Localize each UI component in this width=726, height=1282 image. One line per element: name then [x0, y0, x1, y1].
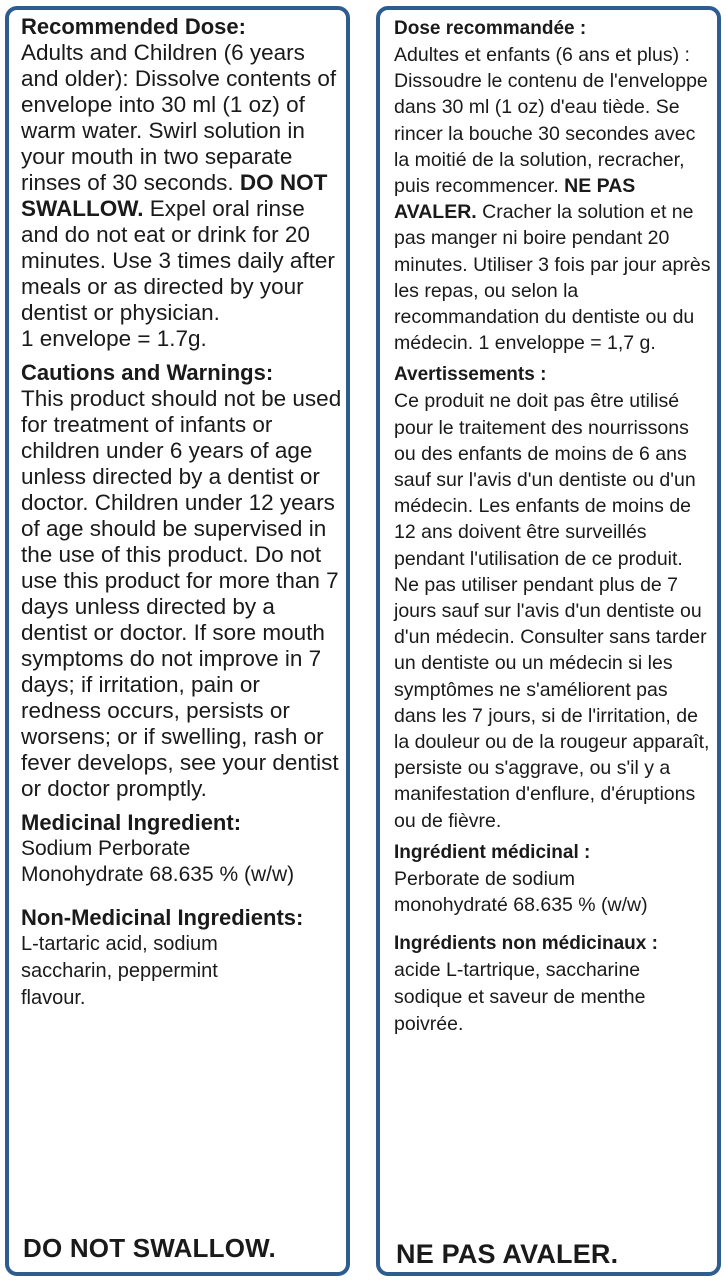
recommended-dose-section — [21, 14, 343, 352]
dose-recommandee-section — [394, 16, 712, 356]
ingredients-non-medicinaux-heading: Ingrédients non médicinaux : — [394, 932, 658, 954]
recommended-dose-heading: Recommended Dose: — [21, 14, 246, 39]
ne-pas-avaler-inline: NE PAS AVALER. — [394, 175, 636, 224]
medicinal-ingredient-heading: Medicinal Ingredient: — [21, 810, 242, 835]
dose-recommandee-heading: Dose recommandée : — [394, 18, 587, 39]
medicinal-ingredient-section — [21, 810, 343, 888]
ingredients-non-medicinaux-section — [394, 931, 712, 1038]
english-content — [21, 14, 343, 1029]
cautions-warnings-text: This product should not be used for treatment of infants or children under 6 years of age unless directed by a dentist or doctor. Children under 12 years of age should be supervised in the use of this product. Do not use this product for more than 7 days unless directed by a dentist or doctor. If sore mouth symptoms do not improve in 7 days; if irritation, pain or redness occurs, persists or worsens; or if swelling, rash or fever develops, see your dentist or doctor promptly. — [21, 386, 342, 801]
ingredient-medicinal-heading: Ingrédient médicinal : — [394, 841, 591, 863]
non-medicinal-ingredients-text: L-tartaric acid, sodium saccharin, peppermint flavour. — [21, 933, 218, 1009]
ingredient-medicinal-section — [394, 840, 712, 918]
non-medicinal-ingredients-heading: Non-Medicinal Ingredients: — [21, 905, 304, 930]
english-label-panel — [5, 6, 350, 1276]
do-not-swallow-footer: DO NOT SWALLOW. — [23, 1233, 276, 1263]
ingredient-medicinal-text: Perborate de sodium monohydraté 68.635 % (w/w) — [394, 867, 648, 916]
recommended-dose-text: Adults and Children (6 years and older): Dissolve contents of envelope into 30 ml (1 oz) of warm water. Swirl solution in your mouth in two separate rinses of 30 seconds. DO NOT SWALLOW. Expel oral rinse and do not eat or drink for 20 minutes. Use 3 times daily after meals or as directed by your dentist or physician. 1 envelope = 1.7g. — [21, 40, 337, 351]
cautions-warnings-section — [21, 360, 343, 802]
avertissements-section — [394, 362, 712, 833]
avertissements-text: Ce produit ne doit pas être utilisé pour le traitement des nourrissons ou des enfants de moins de 6 ans sauf sur l'avis d'un dentiste ou d'un médecin. Les enfants de moins de 12 ans doivent être surveillés pendant l'utilisation de ce produit. Ne pas utiliser pendant plus de 7 jours sauf sur l'avis d'un dentiste ou d'un médecin. Consulter sans tarder un dentiste ou un médecin si les symptômes ne s'améliorent pas dans les 7 jours, si de l'irritation, de la douleur ou de la rougeur apparaît, persiste ou s'aggrave, ou s'il y a manifestation d'enflure, d'éruptions ou de fièvre. — [394, 390, 710, 832]
french-label-panel — [376, 6, 721, 1276]
ingredients-non-medicinaux-text: acide L-tartrique, saccharine sodique et saveur de menthe poivrée. — [394, 958, 646, 1035]
french-content — [394, 16, 712, 1051]
dose-recommandee-text: Adultes et enfants (6 ans et plus) : Dissoudre le contenu de l'enveloppe dans 30 ml (1 oz) d'eau tiède. Se rincer la bouche 30 secondes avec la moitié de la solution, recracher, puis recommencer. NE PAS AVALER. Cracher la solution et ne pas manger ni boire pendant 20 minutes. Utiliser 3 fois par jour après les repas, ou selon la recommandation du dentiste ou du médecin. 1 enveloppe = 1,7 g. — [394, 44, 711, 355]
cautions-warnings-heading: Cautions and Warnings: — [21, 360, 274, 385]
avertissements-heading: Avertissements : — [394, 364, 547, 386]
medicinal-ingredient-text: Sodium Perborate Monohydrate 68.635 % (w/w) — [21, 837, 295, 886]
non-medicinal-ingredients-section — [21, 905, 343, 1012]
ne-pas-avaler-footer: NE PAS AVALER. — [396, 1239, 619, 1269]
envelope-weight: 1 envelope = 1.7g. — [21, 326, 207, 351]
do-not-swallow-inline: DO NOT SWALLOW. — [21, 170, 328, 221]
